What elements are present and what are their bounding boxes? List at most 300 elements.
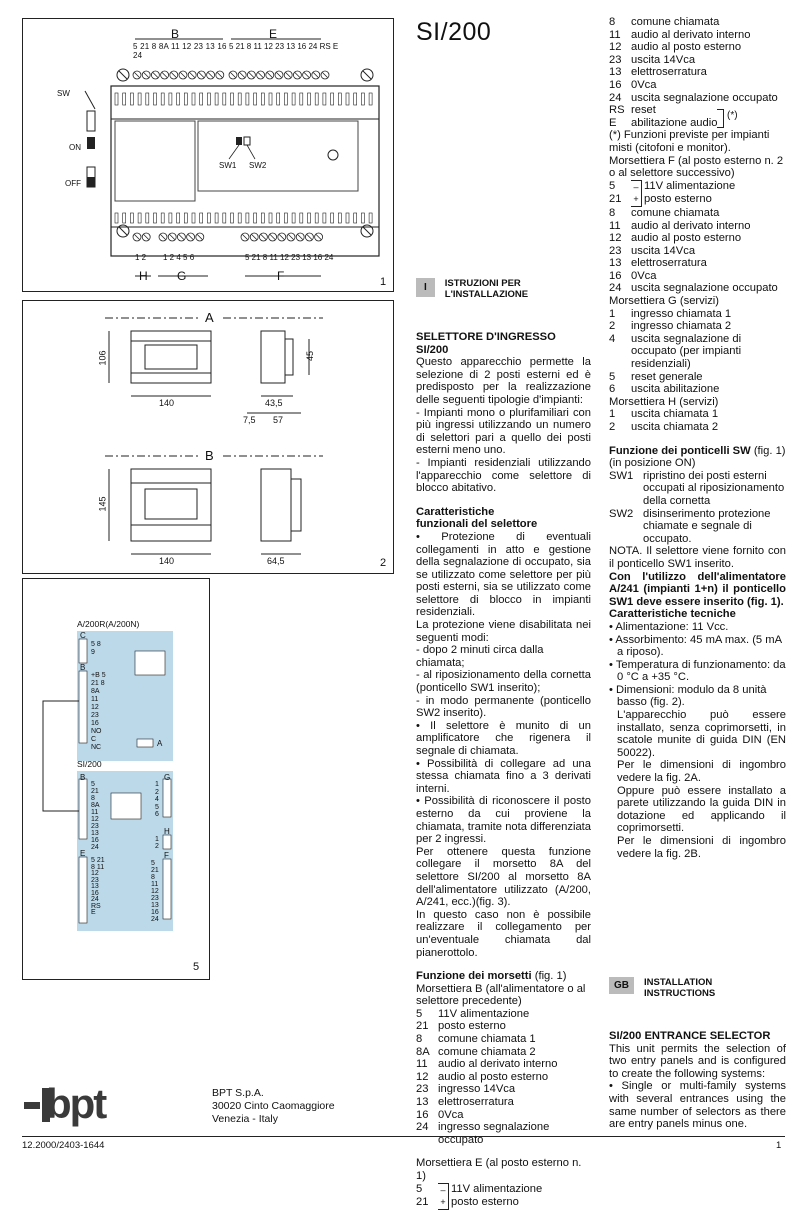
- it-tech-2: • Assorbimento: 45 mA max. (5 mA a riposo).: [609, 633, 782, 659]
- list-item: [609, 421, 786, 434]
- vent-fin: [331, 93, 334, 105]
- gb-section-title-1: INSTALLATION: [644, 977, 713, 988]
- vent-fin: [308, 213, 311, 223]
- list-item: [416, 1071, 591, 1084]
- term-key: 13: [609, 257, 622, 270]
- term-key: 12: [609, 232, 622, 245]
- fig1-group-g-label: G: [177, 269, 187, 283]
- fig5-c-terms: 5 8 9: [91, 641, 101, 656]
- it-note: (*) Funzioni previste per impianti misti (citofoni e monitor).: [609, 129, 770, 154]
- figure-5-number: 5: [193, 961, 200, 973]
- it-mg-title: Morsettiera G (servizi): [609, 295, 720, 308]
- it-ponticelli-fig: (fig. 1): [750, 444, 786, 457]
- term-value: posto esterno: [451, 1196, 519, 1209]
- company-city: Venezia - Italy: [212, 1113, 278, 1125]
- it-morsetti-fig: (fig. 1): [531, 970, 567, 983]
- fig2-label-b: B: [205, 448, 214, 463]
- fig5-si-g-terms: 1 2 4 5 6: [155, 781, 159, 818]
- minus-bracket-icon: –: [438, 1183, 449, 1197]
- vent-fin: [161, 93, 164, 105]
- it-char-7: • Possibilità di collegare ad una stessa chiamata fino a 3 derivati interni.: [416, 757, 591, 795]
- term-value: uscita chiamata 1: [631, 408, 719, 421]
- term-value: comune chiamata: [631, 16, 720, 28]
- term-key: 5: [416, 1007, 423, 1020]
- list-item: [416, 1033, 591, 1046]
- gb-bullet-1: • Single or multi-family systems with several entrances using the same number of selectors as there are entry panels minus one.: [609, 1080, 786, 1131]
- rs-e-note-mark: (*): [727, 110, 738, 122]
- fig2-a-height: 106: [97, 350, 108, 366]
- fig1-top-terminals-b: 5 21 8 8A 11 12 23 13 16 24: [133, 42, 227, 60]
- fig5-si-g-label: G: [164, 773, 171, 782]
- vent-fin: [169, 93, 172, 105]
- term-value: disinserimento protezione chiamate e segnale di occupato.: [643, 507, 771, 545]
- fig5-si-e-label: E: [80, 849, 86, 858]
- vent-fin: [123, 93, 126, 105]
- it-column-middle: [416, 331, 591, 1210]
- term-value: ingresso chiamata 2: [631, 320, 732, 333]
- vent-fin: [254, 213, 257, 223]
- it-char-6: • Il selettore è munito di un amplificatore che rigenera il segnale di chiamata.: [416, 719, 591, 757]
- fig5-b-label: B: [80, 663, 86, 672]
- vent-fin: [115, 93, 118, 105]
- list-item: [609, 29, 786, 42]
- term-value: ripristino dei posti esterni occupati al riposizionamento della cornetta: [643, 469, 785, 507]
- list-item: [416, 1020, 591, 1033]
- vent-fin: [238, 213, 241, 223]
- vent-fin: [215, 93, 218, 105]
- term-value: ingresso chiamata 1: [631, 307, 732, 320]
- term-value: comune chiamata: [631, 206, 720, 219]
- fig5-si-f-terms: 5 21 8 11 12 23 13 16 24: [151, 860, 159, 923]
- fig1-on-label: ON: [69, 143, 81, 152]
- term-key: 23: [609, 244, 622, 257]
- wiring-diagram: [23, 579, 209, 979]
- term-key: RS: [609, 104, 625, 117]
- it-char-8: • Possibilità di riconoscere il posto esterno da cui proviene la chiamata, tramite nota differenziata per 2 ingressi.: [416, 795, 591, 846]
- term-key: 2: [609, 320, 616, 333]
- it-section-header: [416, 278, 528, 300]
- dimension-drawing: [23, 301, 393, 573]
- list-item: [416, 1109, 591, 1122]
- fig2-a-side-depth: 43,5: [265, 398, 283, 408]
- list-item: [609, 117, 786, 130]
- vent-fin: [246, 93, 249, 105]
- term-value: reset: [631, 104, 656, 117]
- list-item: [609, 270, 786, 283]
- it-mh-list: [609, 408, 786, 433]
- it-me-list-b: [609, 16, 786, 104]
- term-key: 2: [609, 421, 616, 433]
- fig5-si-f-label: F: [164, 851, 169, 860]
- it-mb-list: [416, 1008, 591, 1147]
- vent-fin: [130, 213, 133, 223]
- list-item: [609, 257, 786, 270]
- vent-fin: [369, 93, 372, 105]
- it-tech-7: Oppure può essere installato a parete utilizzando la guida DIN in dotazione ed applicando il coprimorsetti.: [617, 784, 786, 835]
- vent-fin: [354, 213, 357, 223]
- term-key: 12: [416, 1070, 429, 1083]
- vent-fin: [292, 213, 295, 223]
- fig1-bottom-terminals-h: 1 2: [135, 253, 147, 262]
- it-nota: NOTA. Il selettore viene fornito con il ponticello SW1 inserito.: [609, 545, 786, 570]
- fig2-b-height: 145: [97, 496, 108, 512]
- vent-fin: [308, 93, 311, 105]
- it-char-9: Per ottenere questa funzione collegare il morsetto 8A del selettore SI/200 al morsetto 8A dell'alimentatore utilizzato (A/200, A/241, ecc.)(fig. 3).: [416, 845, 591, 909]
- vent-fin: [269, 213, 272, 223]
- list-item: [609, 207, 786, 220]
- term-key: 11: [609, 219, 621, 232]
- it-char-1: • Protezione di eventuali collegamenti in atto e gestione della segnalazione di occupato, sia se utilizzato come selettore per più posti esterni, sia se utilizzato come selettore di blocco in impianti residenziali.: [416, 530, 591, 619]
- list-item: [609, 470, 786, 508]
- vent-fin: [192, 93, 195, 105]
- doc-code: 12.2000/2403-1644: [22, 1140, 105, 1151]
- it-mg-list: [609, 308, 786, 396]
- it-bold-note: Con l'utilizzo dell'alimentatore A/241 (impianti 1+n) il ponticello SW1 deve essere inserito (fig. 1).: [609, 570, 786, 608]
- term-value: uscita 14Vca: [631, 53, 696, 66]
- it-char-title-1: Caratteristiche: [416, 505, 495, 518]
- vent-fin: [184, 213, 187, 223]
- list-item: [609, 104, 786, 117]
- term-key: 11: [416, 1058, 428, 1071]
- term-key: 4: [609, 332, 616, 345]
- fig5-b-terms: +B 5 21 8 8A 11 12 23 16 NO C NC: [91, 672, 106, 751]
- fig1-sw-label: SW: [57, 89, 70, 98]
- vent-fin: [361, 93, 364, 105]
- fig1-group-e-label: E: [269, 27, 278, 41]
- term-key: 24: [416, 1121, 429, 1134]
- gb-badge: GB: [609, 977, 634, 994]
- vent-fin: [138, 213, 141, 223]
- vent-fin: [154, 93, 157, 105]
- company-block: [212, 1087, 335, 1126]
- page-number: 1: [776, 1140, 782, 1151]
- term-key: 24: [609, 282, 622, 295]
- term-value: 11V alimentazione: [438, 1007, 530, 1020]
- list-item: [416, 1058, 591, 1071]
- rs-e-bracket: [717, 109, 724, 128]
- list-item: [416, 1183, 591, 1197]
- vent-fin: [284, 213, 287, 223]
- fig1-top-terminals-e: 5 21 8 11 12 23 13 16 24 RS E: [229, 42, 339, 51]
- it-char-5: - in modo permanente (ponticello SW2 inserito).: [416, 694, 591, 720]
- fig5-si-b-label: B: [80, 773, 86, 782]
- it-mf-list: [609, 180, 786, 295]
- fig5-a-label: A: [157, 739, 163, 748]
- list-item: [609, 79, 786, 92]
- list-item: [609, 54, 786, 67]
- fig2-b-width: 140: [159, 556, 175, 566]
- term-key: 12: [609, 41, 622, 54]
- term-key: 23: [416, 1083, 429, 1096]
- it-intro: Questo apparecchio permette la selezione di 2 posti esterni ed è predisposto per la realizzazione delle seguenti tipologie d'impianti:: [416, 356, 591, 406]
- vent-fin: [277, 213, 280, 223]
- list-item: [609, 508, 786, 546]
- it-mf-title: Morsettiera F (al posto esterno n. 2 o al selettore successivo): [609, 154, 784, 180]
- gb-section-title-2: INSTRUCTIONS: [644, 988, 716, 999]
- vent-fin: [346, 213, 349, 223]
- vent-fin: [261, 213, 264, 223]
- vent-fin: [130, 93, 133, 105]
- vent-fin: [284, 93, 287, 105]
- list-item: [609, 220, 786, 233]
- term-value: audio al derivato interno: [438, 1058, 558, 1071]
- fig1-group-b-label: B: [171, 27, 180, 41]
- it-char-10: In questo caso non è possibile realizzare il collegamento per un'eventuale chiamata dal pianerottolo.: [416, 908, 591, 959]
- term-key: 8: [609, 206, 616, 219]
- term-key: 8A: [416, 1045, 430, 1058]
- vent-fin: [146, 93, 149, 105]
- it-heading: SELETTORE D'INGRESSO SI/200: [416, 331, 556, 356]
- fig5-si-b-terms: 5 21 8 8A 11 12 23 13 16 24: [91, 781, 100, 851]
- term-key: 21: [416, 1196, 429, 1209]
- bpt-logo: [24, 1082, 144, 1130]
- vent-fin: [338, 213, 341, 223]
- term-key: E: [609, 116, 617, 129]
- term-value: elettroserratura: [438, 1096, 514, 1109]
- vent-fin: [231, 93, 234, 105]
- term-key: 24: [609, 91, 622, 104]
- fig1-sw2-label: SW2: [249, 161, 267, 170]
- vent-fin: [146, 213, 149, 223]
- term-value: 0Vca: [438, 1108, 464, 1121]
- fig1-group-h-label: H: [139, 269, 148, 283]
- plus-bracket-icon: +: [438, 1196, 449, 1210]
- vent-fin: [207, 93, 210, 105]
- it-sw-list: [609, 470, 786, 546]
- vent-fin: [354, 93, 357, 105]
- term-value: elettroserratura: [631, 257, 707, 270]
- it-me-title: Morsettiera E (al posto esterno n. 1): [416, 1157, 582, 1182]
- gb-heading: SI/200 ENTRANCE SELECTOR: [609, 1030, 771, 1042]
- it-badge: I: [416, 278, 435, 297]
- term-value: audio al posto esterno: [438, 1070, 549, 1083]
- vent-fin: [238, 93, 241, 105]
- list-item: [609, 383, 786, 396]
- fig5-si-h-label: H: [164, 827, 170, 836]
- it-mb-title: Morsettiera B (all'alimentatore o al selettore precedente): [416, 982, 586, 1008]
- term-value: uscita segnalazione occupato: [631, 282, 778, 295]
- gb-section-header: [609, 977, 715, 999]
- term-key: 13: [609, 66, 622, 79]
- vent-fin: [254, 93, 257, 105]
- list-item: [416, 1008, 591, 1021]
- vent-fin: [200, 93, 203, 105]
- term-key: 5: [416, 1182, 423, 1195]
- fig5-si-e-terms: 5 21 8 11 12 23 13 16 24 RS E: [91, 857, 105, 916]
- it-bullet-1: - Impianti mono o plurifamiliari con più ingressi utilizzando un numero di selettori pari a quello dei posti esterni meno uno.: [416, 406, 591, 457]
- gb-column: [609, 1030, 786, 1131]
- it-ponticelli-pos: (in posizione ON): [609, 457, 696, 470]
- list-item: [609, 245, 786, 258]
- fig5-bottom-label: SI/200: [77, 759, 102, 769]
- vent-fin: [154, 213, 157, 223]
- term-value: uscita segnalazione occupato: [631, 91, 778, 104]
- term-value: 0Vca: [631, 78, 657, 91]
- vent-fin: [331, 213, 334, 223]
- fig2-a-side-total: 57: [273, 415, 284, 425]
- it-section-title-1: ISTRUZIONI PER: [444, 278, 521, 289]
- term-value: ingresso segnalazione occupato: [438, 1121, 550, 1146]
- vent-fin: [246, 213, 249, 223]
- fig5-si-h-terms: 1 2: [155, 836, 159, 850]
- gb-intro: This unit permits the selection of two entry panels and is configured to create the following systems:: [609, 1042, 786, 1080]
- term-value: uscita segnalazione di occupato (per impianti residenziali): [631, 332, 742, 371]
- plus-bracket-icon: +: [631, 193, 642, 207]
- term-value: audio al derivato interno: [631, 219, 751, 232]
- vent-fin: [315, 93, 318, 105]
- term-value: audio al posto esterno: [631, 232, 742, 245]
- vent-fin: [200, 213, 203, 223]
- vent-fin: [177, 93, 180, 105]
- term-value: 11V alimentazione: [644, 179, 736, 192]
- term-value: ingresso 14Vca: [438, 1083, 516, 1096]
- minus-bracket-icon: –: [631, 180, 642, 194]
- list-item: [609, 66, 786, 79]
- term-key: 1: [609, 408, 616, 421]
- term-key: 5: [609, 179, 616, 192]
- term-value: comune chiamata 2: [438, 1045, 536, 1058]
- it-char-4: - al riposizionamento della cornetta (ponticello SW1 inserito);: [416, 669, 591, 695]
- vent-fin: [300, 213, 303, 223]
- term-value: posto esterno: [438, 1020, 506, 1033]
- it-tech-3: • Temperatura di funzionamento: da 0 °C a +35 °C.: [609, 658, 786, 684]
- term-value: uscita chiamata 2: [631, 421, 719, 433]
- term-key: SW1: [609, 469, 634, 482]
- fig1-bottom-terminals-f: 5 21 8 11 12 23 13 16 24: [245, 253, 334, 262]
- it-ponticelli-title: Funzione dei ponticelli SW: [609, 444, 751, 457]
- fig1-bottom-terminals-g: 1 2 4 5 6: [163, 253, 195, 262]
- it-bullet-2: - Impianti residenziali utilizzando l'apparecchio come selettore di blocco abitativo.: [416, 456, 591, 495]
- list-item: [609, 41, 786, 54]
- figure-5-panel: [22, 578, 210, 980]
- term-value: reset generale: [631, 370, 703, 383]
- term-value: elettroserratura: [631, 66, 707, 79]
- term-key: 23: [609, 53, 622, 66]
- vent-fin: [223, 213, 226, 223]
- list-item: [609, 180, 786, 194]
- term-value: posto esterno: [644, 193, 712, 206]
- vent-fin: [231, 213, 234, 223]
- fig1-group-f-label: F: [277, 269, 285, 283]
- figure-2-number: 2: [380, 557, 387, 569]
- vent-fin: [292, 93, 295, 105]
- vent-fin: [323, 213, 326, 223]
- term-key: 6: [609, 383, 616, 396]
- doc-title: SI/200: [416, 18, 492, 46]
- it-section-title-2: L'INSTALLAZIONE: [444, 289, 529, 300]
- list-item: [416, 1121, 591, 1146]
- it-me-list-a: [416, 1183, 591, 1210]
- fig2-label-a: A: [205, 310, 214, 325]
- term-key: 16: [416, 1108, 429, 1121]
- fig2-a-rail: 7,5: [243, 415, 256, 425]
- bpt-logo-text: bpt: [46, 1080, 106, 1127]
- vent-fin: [338, 93, 341, 105]
- term-key: 21: [609, 193, 622, 206]
- list-item: [416, 1046, 591, 1059]
- company-name: BPT S.p.A.: [212, 1087, 264, 1099]
- term-value: 0Vca: [631, 269, 657, 282]
- figure-2-panel: [22, 300, 394, 574]
- fig2-a-width: 140: [159, 398, 175, 408]
- it-char-2: La protezione viene disabilitata nei seguenti modi:: [416, 619, 591, 644]
- vent-fin: [223, 93, 226, 105]
- term-key: 21: [416, 1020, 429, 1033]
- term-value: abilitazione audio: [631, 116, 718, 129]
- term-key: 5: [609, 370, 616, 383]
- list-item: [609, 333, 786, 371]
- company-address: 30020 Cinto Caomaggiore: [212, 1100, 335, 1112]
- fig1-off-label: OFF: [65, 179, 81, 188]
- list-item: [609, 193, 786, 207]
- list-item: [609, 308, 786, 321]
- vent-fin: [115, 213, 118, 223]
- it-tech-6: Per le dimensioni di ingombro vedere la fig. 2A.: [617, 759, 786, 785]
- vent-fin: [192, 213, 195, 223]
- it-mh-title: Morsettiera H (servizi): [609, 395, 719, 408]
- vent-fin: [269, 93, 272, 105]
- list-item: [609, 282, 786, 295]
- it-tech-8: Per le dimensioni di ingombro vedere la fig. 2B.: [617, 835, 786, 860]
- vent-fin: [361, 213, 364, 223]
- term-key: 16: [609, 269, 622, 282]
- list-item: [609, 16, 786, 29]
- footer-rule: [22, 1136, 785, 1137]
- vent-fin: [277, 93, 280, 105]
- vent-fin: [138, 93, 141, 105]
- it-tech-1: • Alimentazione: 11 Vcc.: [609, 620, 729, 633]
- term-value: comune chiamata 1: [438, 1033, 536, 1046]
- list-item: [609, 371, 786, 384]
- it-tech-5: L'apparecchio può essere installato, senza coprimorsetti, in scatole munite di guida DIN (EN 50022).: [617, 709, 786, 759]
- list-item: [609, 232, 786, 245]
- list-item: [416, 1196, 591, 1210]
- fig5-top-label: A/200R(A/200N): [77, 619, 140, 629]
- term-key: 11: [609, 28, 621, 41]
- vent-fin: [323, 93, 326, 105]
- term-value: uscita abilitazione: [631, 383, 720, 396]
- vent-fin: [346, 93, 349, 105]
- vent-fin: [261, 93, 264, 105]
- figure-1-panel: [22, 18, 394, 292]
- term-value: uscita 14Vca: [631, 244, 696, 257]
- vent-fin: [161, 213, 164, 223]
- vent-fin: [184, 93, 187, 105]
- list-item: [609, 320, 786, 333]
- list-item: [416, 1096, 591, 1109]
- it-tech-title: Caratteristiche tecniche: [609, 608, 736, 621]
- term-value: audio al derivato interno: [631, 28, 751, 41]
- vent-fin: [215, 213, 218, 223]
- it-me-rs-e: [609, 104, 786, 129]
- vent-fin: [315, 213, 318, 223]
- term-value: 11V alimentazione: [451, 1182, 543, 1195]
- term-key: 8: [416, 1033, 423, 1046]
- fig5-c-label: C: [80, 631, 86, 640]
- term-value: audio al posto esterno: [631, 41, 742, 54]
- figure-1-number: 1: [380, 276, 387, 288]
- vent-fin: [123, 213, 126, 223]
- term-key: 16: [609, 78, 622, 91]
- it-char-title-2: funzionali del selettore: [416, 518, 538, 531]
- vent-fin: [177, 213, 180, 223]
- it-morsetti-title: Funzione dei morsetti: [416, 970, 532, 983]
- fig1-sw1-label: SW1: [219, 161, 237, 170]
- term-key: SW2: [609, 507, 634, 520]
- it-char-3: - dopo 2 minuti circa dalla chiamata;: [416, 644, 544, 669]
- term-key: 8: [609, 16, 616, 28]
- term-key: 1: [609, 307, 616, 320]
